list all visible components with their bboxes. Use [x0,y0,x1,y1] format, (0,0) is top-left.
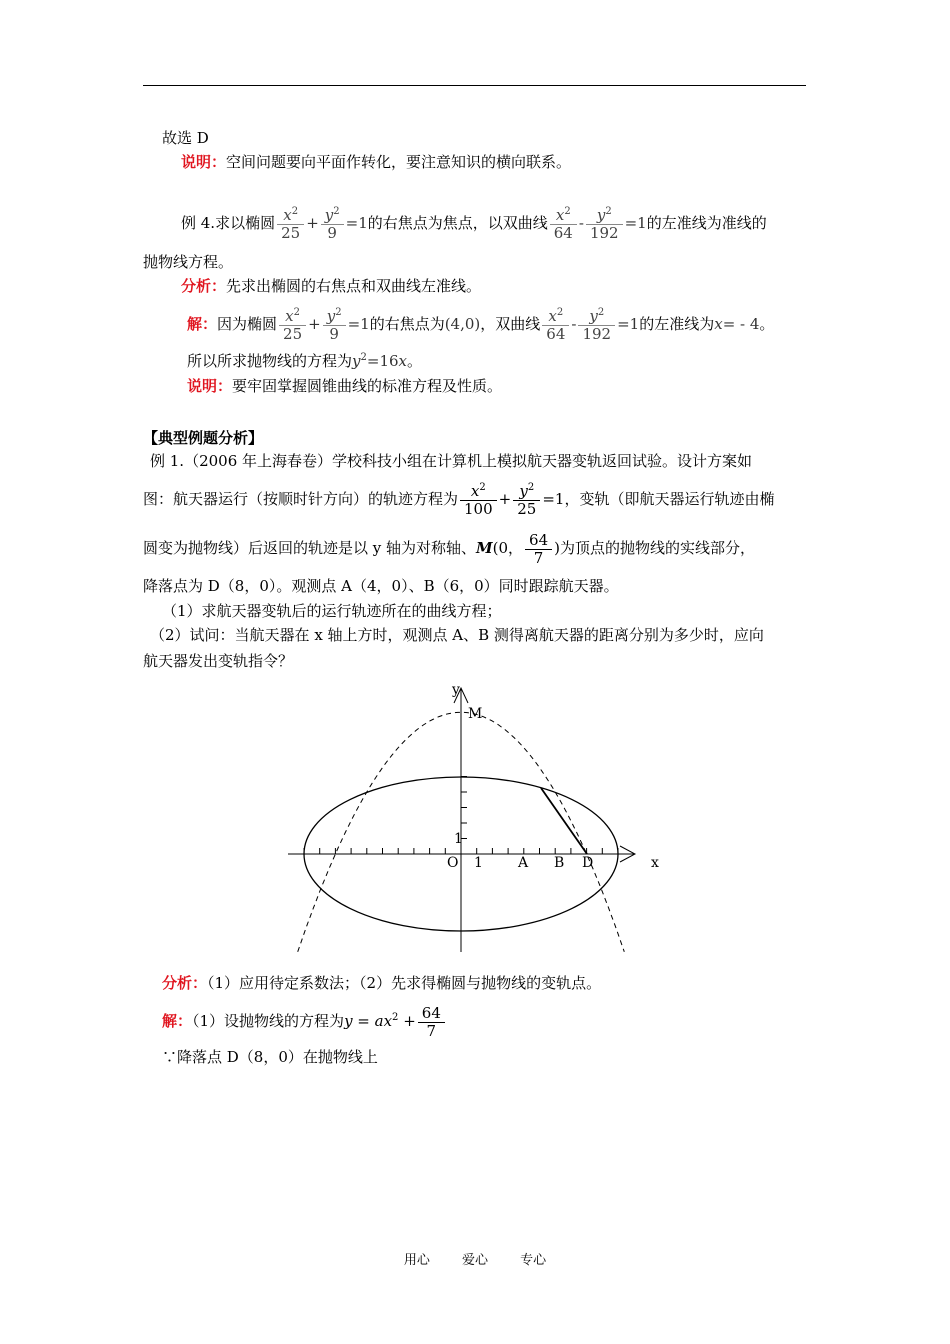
ex4-mid: 的右焦点为焦点，以双曲线 [367,214,548,232]
ex4-lead: 例 4.求以椭圆 [181,214,276,232]
ex1-solution: 解：（1）设抛物线的方程为$y = ax^2$ + $\frac{64}{7}$ [162,999,447,1043]
ellipse-frac-x: $\frac{x^2}{25}$ [277,207,304,242]
origin-label: O [447,855,459,871]
x-unit-label: 1 [474,855,483,871]
example4-line2: 抛物线方程。 [143,253,234,271]
ex1-because: ∵降落点 D（8，0）在抛物线上 [162,1048,378,1066]
ex1-line2: 图：航天器运行（按顺时针方向）的轨迹方程为 $\frac{x^2}{100}$ + $\frac{y^2}{25}$ =1，变轨（即航天器运行轨迹由椭 [143,481,775,518]
y-axis-label: y [452,682,460,698]
ex1-analysis: 分析：（1）应用待定系数法；（2）先求得椭圆与抛物线的变轨点。 [162,974,602,992]
point-a-label: A [518,855,529,871]
footer-item-3: 专心 [520,1253,547,1268]
footer-item-1: 用心 [403,1253,430,1268]
footer [0,1249,950,1268]
analysis-label: 分析： [181,277,227,295]
analysis-text: 先求出椭圆的右焦点和双曲线左准线。 [226,277,482,295]
ex1-question2a: （2）试问：当航天器在 x 轴上方时，观测点 A、B 测得离航天器的距离分别为多少时，应向 [150,626,764,644]
ex4-answer: 所以所求抛物线的方程为$y^2=16x$。 [187,352,423,370]
ellipse-frac-y: $\frac{y^2}{9}$ [321,207,344,242]
hyperbola-frac-x: $\frac{x^2}{64}$ [550,207,577,242]
ex1-line3: 圆变为抛物线）后返回的轨迹是以 y 轴为对称轴、M(0， $\frac{64}{7}$ )为顶点的抛物线的实线部分， [143,530,755,567]
solution-label: 解： [187,315,218,333]
ex1-question1: （1）求航天器变轨后的运行轨迹所在的曲线方程； [162,602,502,620]
ex1-line1: 例 1.（2006 年上海春卷）学校科技小组在计算机上模拟航天器变轨返回试验。设计方案如 [150,452,753,470]
y-unit-label: 1 [454,831,463,847]
ex4-note: 说明：要牢固掌握圆锥曲线的标准方程及性质。 [187,377,503,395]
point-m-label: M [468,706,483,722]
section-title: 【典型例题分析】 [143,429,264,447]
ex4-tail: 的左准线为准线的 [646,214,767,232]
note-label: 说明： [181,153,227,171]
point-d-label: D [582,855,594,871]
example4-line1: 例 4.求以椭圆 $\frac{x^2}{25}$ + $\frac{y^2}{9}$ =1的右焦点为焦点，以双曲线 $\frac{x^2}{64}$ - $\frac{y^2}{192}$ =1的左准线为准线的 [181,205,767,242]
ex4-solution: 解：因为椭圆 $\frac{x^2}{25}$ + $\frac{y^2}{9}$ =1的右焦点为(4,0)，双曲线 $\frac{x^2}{64}$ - $\frac{y^2}{192}$ =1的左准线为x= - 4。 [187,306,775,343]
x-axis-label: x [651,855,659,871]
footer-item-2: 爱心 [461,1253,488,1268]
point-b-label: B [554,855,565,871]
note-text: 空间问题要向平面作转化，要注意知识的横向联系。 [226,153,572,171]
y-axis-ticks [461,777,467,839]
hyperbola-frac-y: $\frac{y^2}{192}$ [586,207,623,242]
conclusion-line: 故选 D [162,129,209,147]
ex1-question2b: 航天器发出变轨指令？ [143,652,294,670]
ex1-line4: 降落点为 D（8，0）。观测点 A（4，0）、B（6，0）同时跟踪航天器。 [143,577,619,595]
return-trajectory [541,788,587,854]
